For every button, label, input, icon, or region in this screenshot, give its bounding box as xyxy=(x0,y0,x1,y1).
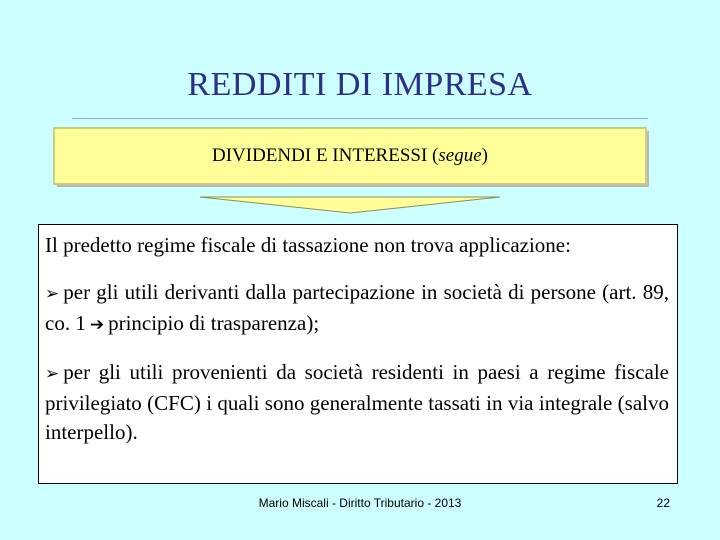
banner-text: DIVIDENDI E INTERESSI (segue) xyxy=(212,145,488,166)
title-divider xyxy=(72,118,648,119)
list-item: ➢ per gli utili provenienti da società residenti in paesi a regime fiscale privilegiato (CFC) i quali sono generalmente tassati in via integrale (salvo interpello). xyxy=(45,360,669,444)
footer-text: Mario Miscali - Diritto Tributario - 2013 xyxy=(258,496,462,510)
list-item: ➢ per gli utili derivanti dalla partecipazione in società di persone (art. 89, co. 1 ➔ principio di trasparenza); xyxy=(45,280,669,335)
intro-paragraph: Il predetto regime fiscale di tassazione non trova applicazione: xyxy=(45,233,571,257)
content-box xyxy=(38,224,678,484)
arrowhead-bullet-icon: ➢ xyxy=(45,284,60,304)
page-number: 22 xyxy=(656,496,670,510)
down-arrow-icon xyxy=(200,195,500,215)
arrowhead-bullet-icon: ➢ xyxy=(45,364,60,384)
banner-emphasis: segue xyxy=(438,145,482,166)
right-arrow-icon: ➔ xyxy=(89,315,105,335)
section-banner xyxy=(54,128,646,184)
slide-title: REDDITI DI IMPRESA xyxy=(187,66,533,103)
